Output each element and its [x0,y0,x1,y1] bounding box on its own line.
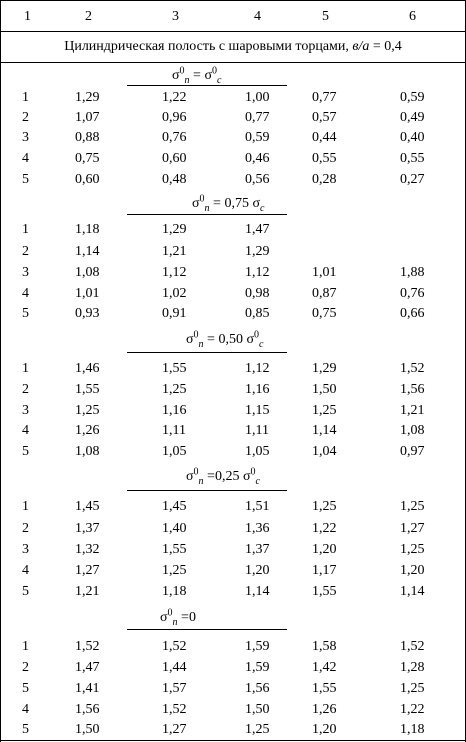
column-header-6: 6 [409,9,416,24]
table-caption [0,37,466,57]
column-header-1: 1 [24,9,31,24]
section-label: $\sigma^0_n =0,25$ $\sigma^0_c$ [186,466,260,487]
section-underline [127,85,287,86]
table-row: 1 1,52 1,52 1,59 1,58 1,52 [22,639,425,654]
table-row: 4 0,75 0,60 0,46 0,55 0,55 [22,151,425,166]
column-header-4: 4 [254,9,261,24]
top-border [0,0,466,1]
table-row: 5 0,93 0,91 0,85 0,75 0,66 [22,306,425,321]
section-label: $\sigma^0_n = \sigma^0_c$ [172,65,222,86]
table-row: 1 1,18 1,29 1,47 [22,222,270,237]
caption-ratio-value: = 0,4 [369,39,402,54]
table-row: 5 1,21 1,18 1,14 1,55 1,14 [22,584,425,599]
column-header-2: 2 [85,9,92,24]
table-row: 5 1,08 1,05 1,05 1,04 0,97 [22,444,425,459]
section-label: $\sigma^0_n = 0,50$ $\sigma^0_c$ [186,329,264,350]
section-underline [127,629,287,630]
caption-text: Цилиндрическая полость с шаровыми торцами, [64,39,353,54]
column-header-3: 3 [172,9,179,24]
caption-divider [0,62,466,63]
table-row: 4 1,01 1,02 0,98 0,87 0,76 [22,286,425,301]
table-row: 2 1,07 0,96 0,77 0,57 0,49 [22,110,425,125]
section-label: $\sigma^0_n =0$ [160,607,196,628]
column-header-5: 5 [322,9,329,24]
column-header-row [0,7,466,27]
table-row: 5 1,41 1,57 1,56 1,55 1,25 [22,681,425,696]
table-row: 5 0,60 0,48 0,56 0,28 0,27 [22,172,425,187]
caption-ratio-label: в/а [352,39,370,54]
table-row: 2 1,37 1,40 1,36 1,22 1,27 [22,521,425,536]
table-row: 2 1,14 1,21 1,29 [22,244,270,259]
table-row: 4 1,26 1,11 1,11 1,14 1,08 [22,423,425,438]
section-underline [127,214,287,215]
table-row: 1 1,45 1,45 1,51 1,25 1,25 [22,499,425,514]
table-row: 3 1,32 1,55 1,37 1,20 1,25 [22,542,425,557]
section-underline [127,490,287,491]
table-row: 3 0,88 0,76 0,59 0,44 0,40 [22,130,425,145]
table-row: 3 1,08 1,12 1,12 1,01 1,88 [22,265,425,280]
table-row: 4 1,27 1,25 1,20 1,17 1,20 [22,563,425,578]
table-row: 4 1,56 1,52 1,50 1,26 1,22 [22,702,425,717]
table-row: 2 1,47 1,44 1,59 1,42 1,28 [22,660,425,675]
section-underline [127,352,287,353]
table-row: 1 1,29 1,22 1,00 0,77 0,59 [22,90,425,105]
bottom-border [0,740,466,741]
table-row: 1 1,46 1,55 1,12 1,29 1,52 [22,361,425,376]
table-row: 5 1,50 1,27 1,25 1,20 1,18 [22,722,425,737]
section-label: $\sigma^0_n = 0,75$ $\sigma_c$ [192,193,265,214]
header-divider [0,31,466,32]
table-row: 2 1,55 1,25 1,16 1,50 1,56 [22,382,425,397]
table-row: 3 1,25 1,16 1,15 1,25 1,21 [22,403,425,418]
